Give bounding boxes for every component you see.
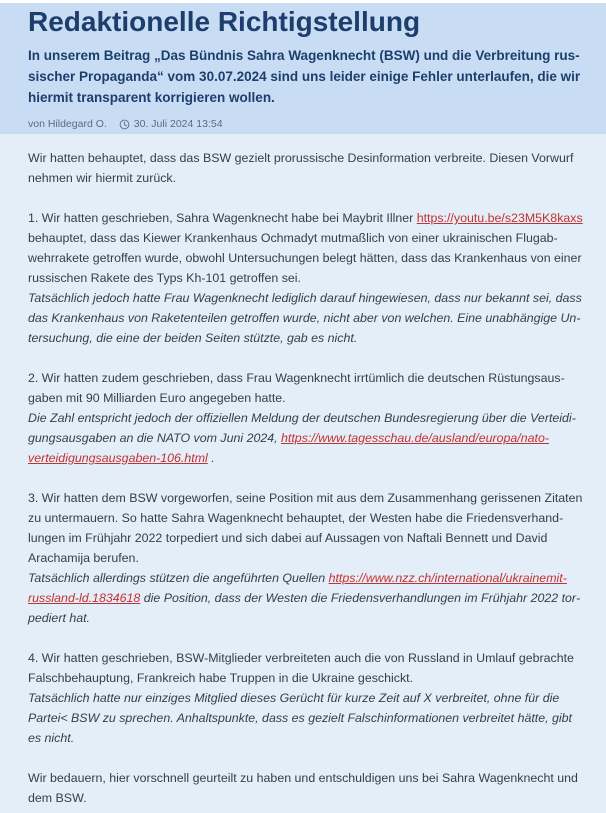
text-run: behauptet, dass das Kiewer Krankenhaus Ochmadyt mutmaßlich von einer ukrainischen Flugabwehrrakete getroffen wurde, obwohl Untersuchungen belegt hätten, dass das Krankenhaus von einer russischen Rakete des Typs Kh-101 getroffen sei. <box>28 231 582 285</box>
external-link[interactable]: https://youtu.be/s23M5K8kaxs <box>416 211 583 225</box>
text-block <box>28 208 586 288</box>
paragraph <box>28 148 586 188</box>
author-name: von Hildegard O. <box>28 118 107 130</box>
text-block <box>28 488 586 568</box>
text-block <box>28 648 586 688</box>
text-run: 4. Wir hatten geschrieben, BSW-Mitglieder verbreiteten auch die von Russland in Umlauf gebrachte Falschbehauptung, Frankreich habe Truppen in die Ukraine geschickt. <box>28 651 574 685</box>
paragraph <box>28 488 586 628</box>
correction-note <box>28 408 586 468</box>
text-run: Tatsächlich jedoch hatte Frau Wagenknecht lediglich darauf hingewiesen, dass nur bekannt sei, dass das Krankenhaus von Raketenteilen getroffen wurde, nicht aber von welchen. Eine unabhängige Untersuchung, die eine der beiden Seiten stützte, gab es nicht. <box>28 291 582 345</box>
text-run: Tatsächlich allerdings stützen die angeführten Quellen <box>28 571 329 585</box>
page-title: Redaktionelle Richtigstellung <box>28 6 421 37</box>
publish-datetime: 30. Juli 2024 13:54 <box>133 118 223 130</box>
text-block <box>28 368 586 408</box>
text-run: 1. Wir hatten geschrieben, Sahra Wagenknecht habe bei Maybrit Illner <box>28 211 417 225</box>
text-block <box>28 768 586 808</box>
text-run: Wir hatten behauptet, dass das BSW gezielt prorussische Desinformation verbreite. Diesen Vorwurf nehmen wir hiermit zurück. <box>28 151 574 185</box>
clock-icon <box>119 119 130 130</box>
correction-note <box>28 568 586 628</box>
byline <box>28 118 586 130</box>
external-link[interactable]: https://www.nzz.ch/international/ukrainemit-russland-ld.1834618 <box>28 571 567 605</box>
text-run: Wir bedauern, hier vorschnell geurteilt zu haben und entschuldigen uns bei Sahra Wagenknecht und dem BSW. <box>28 771 578 805</box>
text-run: die Position, dass der Westen die Friedensverhandlungen im Frühjahr 2022 torpediert hat. <box>28 591 581 625</box>
text-run: Die Zahl entspricht jedoch der offiziellen Meldung der deutschen Bundesregierung über die Verteidigungsausgaben an die NATO vom Juni 2024, <box>28 411 576 445</box>
external-link[interactable]: https://www.tagesschau.de/ausland/europa/nato-verteidigungsausgaben-106.html <box>28 431 549 465</box>
intro-text: In unserem Beitrag „Das Bündnis Sahra Wagenknecht (BSW) und die Verbreitung russischer Propaganda“ vom 30.07.2024 sind uns leider einige Fehler unterlaufen, die wir hiermit transparent korrigieren wollen. <box>28 48 581 105</box>
header-section <box>0 3 606 134</box>
correction-note <box>28 288 586 348</box>
article-body <box>0 134 606 813</box>
text-run: 2. Wir hatten zudem geschrieben, dass Frau Wagenknecht irrtümlich die deutschen Rüstungsausgaben mit 90 Milliarden Euro angegeben hatte. <box>28 371 565 405</box>
text-run: . <box>207 451 215 465</box>
text-run: Tatsächlich hatte nur einziges Mitglied dieses Gerücht für kurze Zeit auf X verbreitet, ohne für die Partei< BSW zu sprechen. Anhaltspunkte, dass es gezielt Falschinformationen verbreitet hätte, gibt es nicht. <box>28 691 572 745</box>
paragraph <box>28 368 586 468</box>
paragraph <box>28 208 586 348</box>
correction-note <box>28 688 586 748</box>
text-block <box>28 148 586 188</box>
paragraph <box>28 648 586 748</box>
text-run: 3. Wir hatten dem BSW vorgeworfen, seine Position mit aus dem Zusammenhang gerissenen Zitaten zu untermauern. So hatte Sahra Wagenknecht behauptet, der Westen habe die Friedensverhandlungen im Frühjahr 2022 torpediert und sich dabei auf Aussagen von Naftali Bennett und David Arachamija berufen. <box>28 491 583 565</box>
paragraph <box>28 768 586 808</box>
